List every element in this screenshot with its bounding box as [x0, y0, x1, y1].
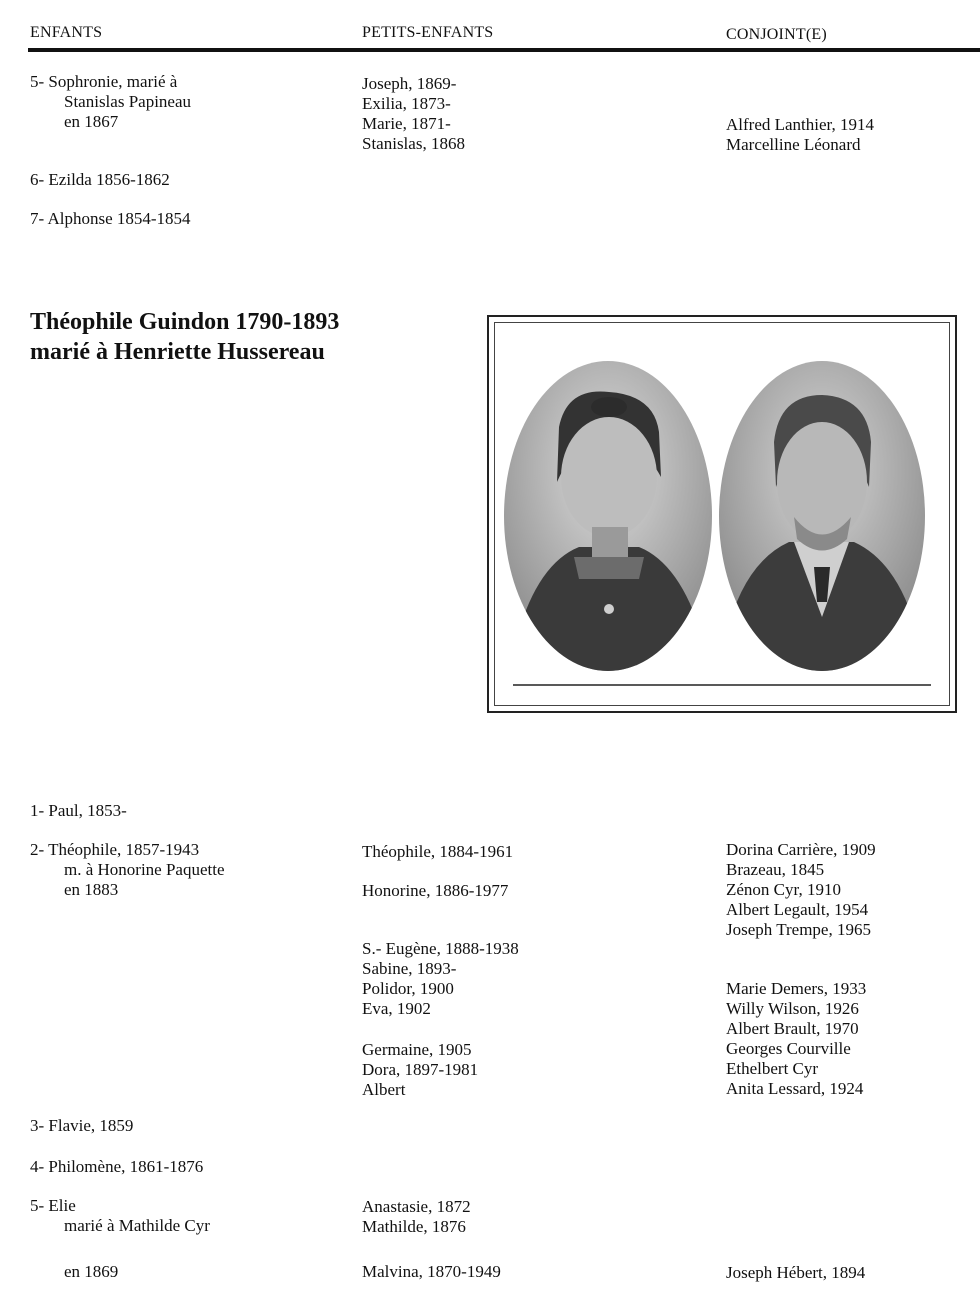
spouse-line: Zénon Cyr, 1910 [726, 880, 841, 899]
spouse-line: Georges Courville [726, 1039, 851, 1058]
grandchild-line: Eva, 1902 [362, 999, 431, 1018]
child-line: en 1869 [64, 1262, 119, 1281]
child-sophronie [30, 72, 191, 132]
family-title: Théophile Guindon 1790-1893 [30, 309, 340, 335]
grandchild-line: Sabine, 1893- [362, 959, 457, 978]
grandchild-line: Dora, 1897-1981 [362, 1060, 479, 1079]
grandchild-line: Marie, 1871- [362, 114, 451, 133]
grandchild-line: Germaine, 1905 [362, 1040, 472, 1059]
man-portrait [719, 361, 925, 671]
spouse-line: Willy Wilson, 1926 [726, 999, 859, 1018]
child-line: marié à Mathilde Cyr [64, 1216, 210, 1235]
child-alphonse: 7- Alphonse 1854-1854 [30, 209, 191, 228]
spouse-line: Brazeau, 1845 [726, 860, 825, 879]
spouse-line: Albert Legault, 1954 [726, 900, 869, 919]
child-line: Stanislas Papineau [64, 92, 192, 111]
child-line: m. à Honorine Paquette [64, 860, 225, 879]
child-elie [30, 1196, 210, 1236]
child-elie-marriage-year [30, 1262, 118, 1282]
spouse-line: Anita Lessard, 1924 [726, 1079, 864, 1098]
spouse-group [726, 840, 876, 940]
grandchild-line: Albert [362, 1080, 406, 1099]
spouse-joseph-hebert: Joseph Hébert, 1894 [726, 1263, 866, 1282]
grandchildren-list [362, 74, 465, 154]
grandchild-theophile: Théophile, 1884-1961 [362, 842, 514, 861]
grandchild-line: Polidor, 1900 [362, 979, 454, 998]
grandchild-malvina: Malvina, 1870-1949 [362, 1262, 501, 1281]
family-subtitle: marié à Henriette Hussereau [30, 339, 325, 365]
header-enfants: ENFANTS [30, 24, 103, 41]
grandchild-line: Mathilde, 1876 [362, 1217, 466, 1236]
spouse-line: Ethelbert Cyr [726, 1059, 819, 1078]
grandchildren-group [362, 1040, 478, 1100]
spouse-list [726, 115, 874, 155]
grandchild-line: Anastasie, 1872 [362, 1197, 471, 1216]
grandchildren-group [362, 939, 519, 1019]
spouse-line: Alfred Lanthier, 1914 [726, 115, 875, 134]
woman-portrait [504, 361, 712, 671]
grandchild-line: Joseph, 1869- [362, 74, 457, 93]
child-line: en 1883 [64, 880, 119, 899]
spouse-line: Albert Brault, 1970 [726, 1019, 859, 1038]
spouse-line: Marcelline Léonard [726, 135, 861, 154]
header-conjoint: CONJOINT(E) [726, 26, 827, 43]
child-paul: 1- Paul, 1853- [30, 801, 127, 820]
child-flavie: 3- Flavie, 1859 [30, 1116, 134, 1135]
child-ezilda: 6- Ezilda 1856-1862 [30, 170, 170, 189]
spouse-group [726, 979, 866, 1099]
grandchild-line: Exilia, 1873- [362, 94, 451, 113]
spouse-line: Dorina Carrière, 1909 [726, 840, 876, 859]
spouse-line: Marie Demers, 1933 [726, 979, 867, 998]
child-philomene: 4- Philomène, 1861-1876 [30, 1157, 204, 1176]
portrait-photo [489, 317, 955, 711]
grandchild-line: Stanislas, 1868 [362, 134, 465, 153]
header-rule [28, 48, 980, 52]
grandchildren-group [362, 1197, 471, 1237]
grandchild-honorine: Honorine, 1886-1977 [362, 881, 509, 900]
child-line: 2- Théophile, 1857-1943 [30, 840, 200, 859]
portrait-photo-frame [487, 315, 957, 713]
child-line: en 1867 [64, 112, 119, 131]
child-line: 5- Sophronie, marié à [30, 72, 178, 91]
header-petits-enfants: PETITS-ENFANTS [362, 24, 494, 41]
child-theophile [30, 840, 225, 900]
spouse-line: Joseph Trempe, 1965 [726, 920, 871, 939]
grandchild-line: S.- Eugène, 1888-1938 [362, 939, 519, 958]
child-line: 5- Elie [30, 1196, 76, 1215]
